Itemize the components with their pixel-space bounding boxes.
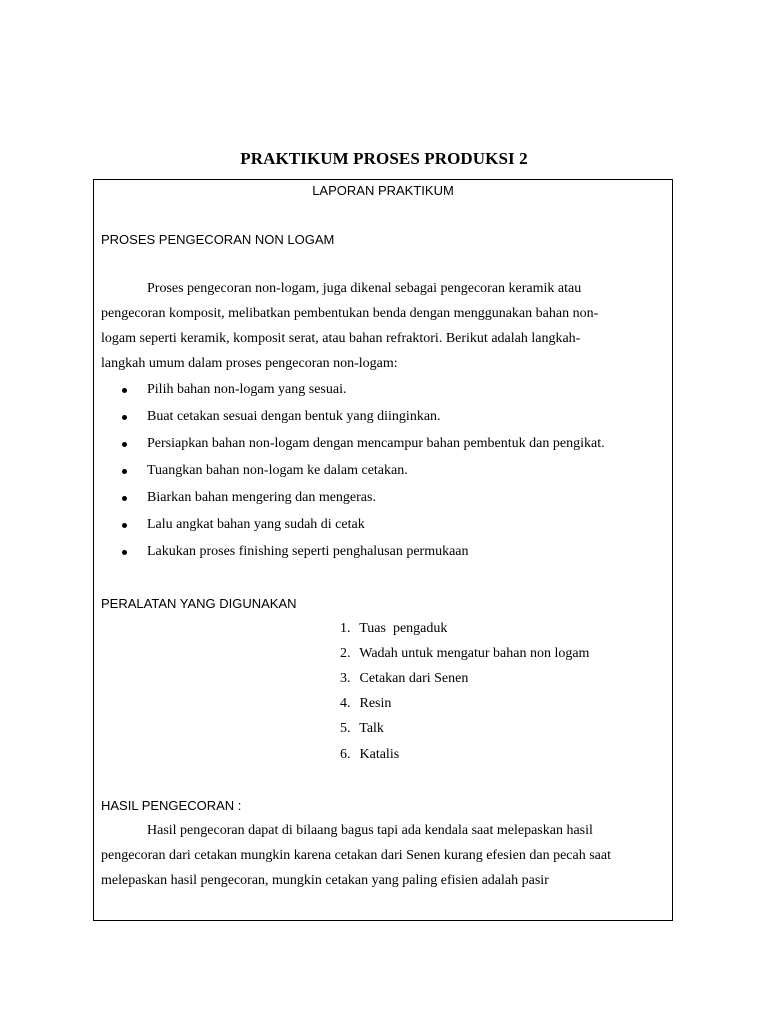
list-item <box>340 670 468 688</box>
list-item <box>94 489 672 507</box>
list-item-text: Wadah untuk mengatur bahan non logam <box>359 646 590 661</box>
paragraph-line: logam seperti keramik, komposit serat, atau bahan refraktori. Berikut adalah langkah- <box>101 331 581 346</box>
list-item <box>94 462 672 480</box>
section-heading-equipment: PERALATAN YANG DIGUNAKAN <box>101 596 297 611</box>
list-item-text: Persiapkan bahan non-logam dengan mencampur bahan pembentuk dan pengikat. <box>147 436 605 451</box>
list-item-text: Talk <box>359 721 384 736</box>
report-label: LAPORAN PRAKTIKUM <box>312 183 454 198</box>
list-item-text: Tuangkan bahan non-logam ke dalam cetakan. <box>147 463 408 478</box>
list-number: 1. <box>340 621 351 636</box>
bullet-icon <box>122 388 127 393</box>
paragraph-line: langkah umum dalam proses pengecoran non-logam: <box>101 356 398 371</box>
list-item-text: Buat cetakan sesuai dengan bentuk yang diinginkan. <box>147 409 441 424</box>
report-box <box>93 179 673 921</box>
list-number: 3. <box>340 671 351 686</box>
list-item <box>94 408 672 426</box>
list-number: 4. <box>340 696 351 711</box>
paragraph-line: Proses pengecoran non-logam, juga dikenal sebagai pengecoran keramik atau <box>147 281 582 296</box>
list-item <box>340 620 447 638</box>
list-number: 2. <box>340 646 351 661</box>
bullet-icon <box>122 496 127 501</box>
list-item <box>340 695 391 713</box>
list-number: 6. <box>340 747 351 762</box>
list-number: 5. <box>340 721 351 736</box>
paragraph-line: Hasil pengecoran dapat di bilaang bagus tapi ada kendala saat melepaskan hasil <box>147 823 593 838</box>
paragraph-line: melepaskan hasil pengecoran, mungkin cetakan yang paling efisien adalah pasir <box>101 873 549 888</box>
list-item-text: Lalu angkat bahan yang sudah di cetak <box>147 517 365 532</box>
list-item <box>340 746 399 764</box>
list-item-text: Biarkan bahan mengering dan mengeras. <box>147 490 376 505</box>
list-item-text: Lakukan proses finishing seperti penghalusan permukaan <box>147 544 469 559</box>
list-item <box>94 516 672 534</box>
list-item-text: Resin <box>359 696 392 711</box>
paragraph-line: pengecoran komposit, melibatkan pembentukan benda dengan menggunakan bahan non- <box>101 306 599 321</box>
list-item-text: Cetakan dari Senen <box>359 671 469 686</box>
list-item <box>340 720 384 738</box>
list-item <box>94 435 672 453</box>
list-item-text: Katalis <box>359 747 400 762</box>
list-item-text: Tuas pengaduk <box>359 621 448 636</box>
page-title: PRAKTIKUM PROSES PRODUKSI 2 <box>240 149 528 168</box>
bullet-icon <box>122 550 127 555</box>
paragraph-line: pengecoran dari cetakan mungkin karena cetakan dari Senen kurang efesien dan pecah saat <box>101 848 611 863</box>
bullet-icon <box>122 523 127 528</box>
section-heading-results: HASIL PENGECORAN : <box>101 798 242 813</box>
bullet-icon <box>122 442 127 447</box>
list-item <box>94 381 672 399</box>
bullet-icon <box>122 415 127 420</box>
list-item <box>340 645 589 663</box>
list-item-text: Pilih bahan non-logam yang sesuai. <box>147 382 347 397</box>
list-item <box>94 543 672 561</box>
section-heading-process: PROSES PENGECORAN NON LOGAM <box>101 232 335 247</box>
bullet-icon <box>122 469 127 474</box>
